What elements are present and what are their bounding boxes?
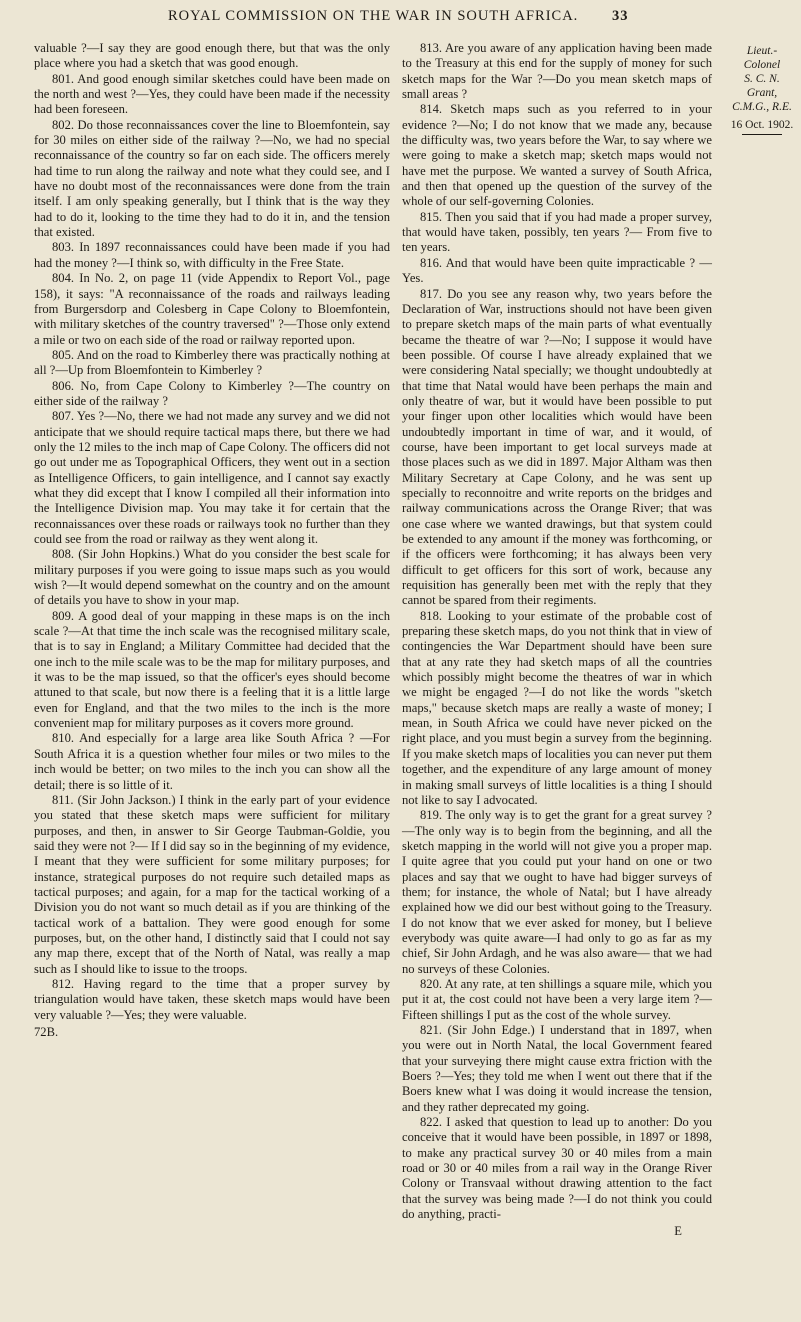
paragraph: 817. Do you see any reason why, two years before the Declaration of War, instructions should not have been given to prepare sketch maps of the main parts of what eventually became the theatre of war ?—No; I suppose it would have been possible. Of course I have already explained that we were considering Natal specially; we thought undoubtedly at that time that Natal would have been perhaps the main and only theatre of war, but it would have been possible to put your finger upon other localities which would have been undoubtedly important in time of war, and it would, of course, have been important to get local surveys made at those places such as we did in 1897. Major Altham was then Military Secretary at Cape Colony, and he was sent up specially to reconnoitre and write reports on the bridges and railway communications across the Orange River; that was one case where we wanted drawings, but that system could be extended to any amount if the money was forthcoming, or if the officers were forthcoming; it has always been very difficult to get officers for this sort of work, because any requisition has generally been met with the reply that they cannot be spared from their regiments. <box>402 286 712 608</box>
paragraph: 813. Are you aware of any application having been made to the Treasury at this end for the supply of money for such sketch maps for the War ?—Do you mean sketch maps of small areas ? <box>402 41 712 102</box>
signature-mark: E <box>674 1224 682 1239</box>
running-header <box>0 4 801 30</box>
margin-note <box>724 44 800 135</box>
paragraph: 818. Looking to your estimate of the probable cost of preparing these sketch maps, do you not think that in view of contingencies the War Department should have been sure that at any rate they had sketch maps of all the countries which possibly might become the theatres of war in which we might be engaged ?—I do not like the words "sketch maps," because sketch maps are really a waste of money; I mean, in South Africa we could have never picked on the right place, and you must begin a survey from the beginning. If you make sketch maps of localities you can never put them together, and the expenditure of any large amount of money in making small surveys of little localities is a thing I should not like to say I advocated. <box>402 608 712 807</box>
paragraph: 819. The only way is to get the grant for a great survey ?—The only way is to begin from the beginning, and all the sketch mapping in the world will not give you a proper map. I quite agree that you could put your hand on one or two places and say that we ought to have had bigger surveys of them; for instance, the whole of Natal; but I have already explained how we did our best without going to the Treasury. I do not know that we ever asked for money, but I believe everybody was quite aware—I had only to go as far as my chief, Sir John Ardagh, and he was also aware— that we had no surveys of these Colonies. <box>402 808 712 976</box>
paragraph: 822. I asked that question to lead up to another: Do you conceive that it would have been possible, in 1897 or 1898, to make any practical survey 30 or 40 miles from a main road or 30 or 40 miles from a rail way in the Orange River Colony or Transvaal without drawing attention to the fact that the survey was being made ?—I do not think you could do anything, practi- <box>402 1115 712 1222</box>
witness-name-line: Lieut.- <box>746 45 778 57</box>
running-header-title: ROYAL COMMISSION ON THE WAR IN SOUTH AFRICA. <box>168 8 579 24</box>
paragraph: 805. And on the road to Kimberley there was practically nothing at all ?—Up from Bloemfontein to Kimberley ? <box>34 347 390 378</box>
hearing-date: 16 Oct. 1902. <box>730 119 794 131</box>
paragraph: 804. In No. 2, on page 11 (vide Appendix to Report Vol., page 158), it says: "A reconnaissance of the roads and railways leading from Burgersdorp and Colesberg in Cape Colony to Bloemfontein, with military sketches of the country traversed" ?—Those only extend a mile or two on each side of the road or railway reported upon. <box>34 271 390 347</box>
paragraph: 809. A good deal of your mapping in these maps is on the inch scale ?—At that time the inch scale was the recognised military scale, that is to say in England; a Military Committee had decided that the one inch to the mile scale was to be the map for military purposes, and it was to be the map issued, so that the officer's eyes should become attuned to that scale, but now there is a feeling that it is a little large even for England, and that the two miles to the inch is the more convenient map for military purposes as it covers more ground. <box>34 608 390 731</box>
paragraph: 801. And good enough similar sketches could have been made on the north and west ?—Yes, they could have been made if the necessity had been foreseen. <box>34 71 390 117</box>
signature-mark: 72B. <box>34 1025 59 1039</box>
witness-name-line: S. C. N. <box>744 73 780 85</box>
paragraph: 815. Then you said that if you had made a proper survey, that would have taken, possibly, ten years ?— From five to ten years. <box>402 209 712 255</box>
paragraph: 806. No, from Cape Colony to Kimberley ?—The country on either side of the railway ? <box>34 378 390 408</box>
right-column <box>402 41 712 1240</box>
paragraph: 808. (Sir John Hopkins.) What do you consider the best scale for military purposes if you were going to issue maps such as you would wish ?—It would depend somewhat on the country and on the amount of details you have to show in your map. <box>34 547 390 608</box>
left-column <box>34 41 390 1040</box>
divider <box>742 134 782 135</box>
paragraph: 820. At any rate, at ten shillings a square mile, which you put it at, the cost could not have been a very large item ?—Fifteen shillings I put as the cost of the whole survey. <box>402 976 712 1022</box>
paragraph: 821. (Sir John Edge.) I understand that in 1897, when you were out in North Natal, the local Government feared that your surveying there might cause extra friction with the Boers ?—Yes; they told me when I went out there that if the Boers knew what I was doing it would increase the tension, and they rather deprecated my going. <box>402 1023 712 1114</box>
paragraph: 812. Having regard to the time that a proper survey by triangulation would have taken, these sketch maps would have been very valuable ?—Yes; they were valuable. <box>34 976 390 1022</box>
paragraph: 814. Sketch maps such as you referred to in your evidence ?—No; I do not know that we made any, because the difficulty was, two years before the War, to say where we were going to make a sketch map; sketch maps would not have met the purpose. We wanted a survey of South Africa, and then that opened up the question of the survey of the whole of our self-governing Colonies. <box>402 102 712 209</box>
witness-name-line: C.M.G., R.E. <box>732 101 792 113</box>
witness-name-line: Grant, <box>746 87 778 99</box>
paragraph: 811. (Sir John Jackson.) I think in the early part of your evidence you stated that these sketch maps were sufficient for military purposes, and then, in answer to Sir George Taubman-Goldie, you said they were not ?— If I did say so in the beginning of my evidence, I meant that they were sufficient for some military purposes; for instance, strategical purposes do not require such detailed maps as tactical purposes; and again, for a map for the tactical working of a Division you do not want so much detail as if you are thinking of the tactical work of a battalion. They were good enough for some purposes, but, on the other hand, I distinctly said that I could not say any map there, except that of the North of Natal, was really a map such as I should like to issue to the troops. <box>34 792 390 976</box>
paragraph: 816. And that would have been quite impracticable ? —Yes. <box>402 255 712 286</box>
page-number: 33 <box>612 8 629 24</box>
paragraph: 807. Yes ?—No, there we had not made any survey and we did not anticipate that we should require tactical maps there, but there we had only the 12 miles to the inch map of Cape Colony. The officers did not go out under me as Topographical Officers, they went out in a section as Intelligence Officers, to gain intelligence, and I cannot say exactly what they did except that I know I compiled all their information into the Intelligence Division map. You may take it for certain that the reconnaissances over these roads or railways took no further than they could see from the road or railway as they went along it. <box>34 409 390 546</box>
paragraph: valuable ?—I say they are good enough there, but that was the only place where you had a sketch that was good enough. <box>34 41 390 71</box>
paragraph: 810. And especially for a large area like South Africa ? —For South Africa it is a question whether four miles or two miles to the inch would be better; on two miles to the inch you can show all the detail; there is so little of it. <box>34 731 390 792</box>
paragraph: 802. Do those reconnaissances cover the line to Bloemfontein, say for 30 miles on either side of the railway ?—No, we had no special reconnaissance of the country so far on each side. The officers merely had time to run along the railway and note what they could see, and I have no doubt most of the reconnaissances were done from the train itself. I am only speaking generally, but I think that is the way they had to do it, looking to the time they had to do it in, and the tension that existed. <box>34 117 390 240</box>
witness-name-line: Colonel <box>743 59 781 71</box>
paragraph: 803. In 1897 reconnaissances could have been made if you had had the money ?—I think so, with difficulty in the Free State. <box>34 240 390 270</box>
